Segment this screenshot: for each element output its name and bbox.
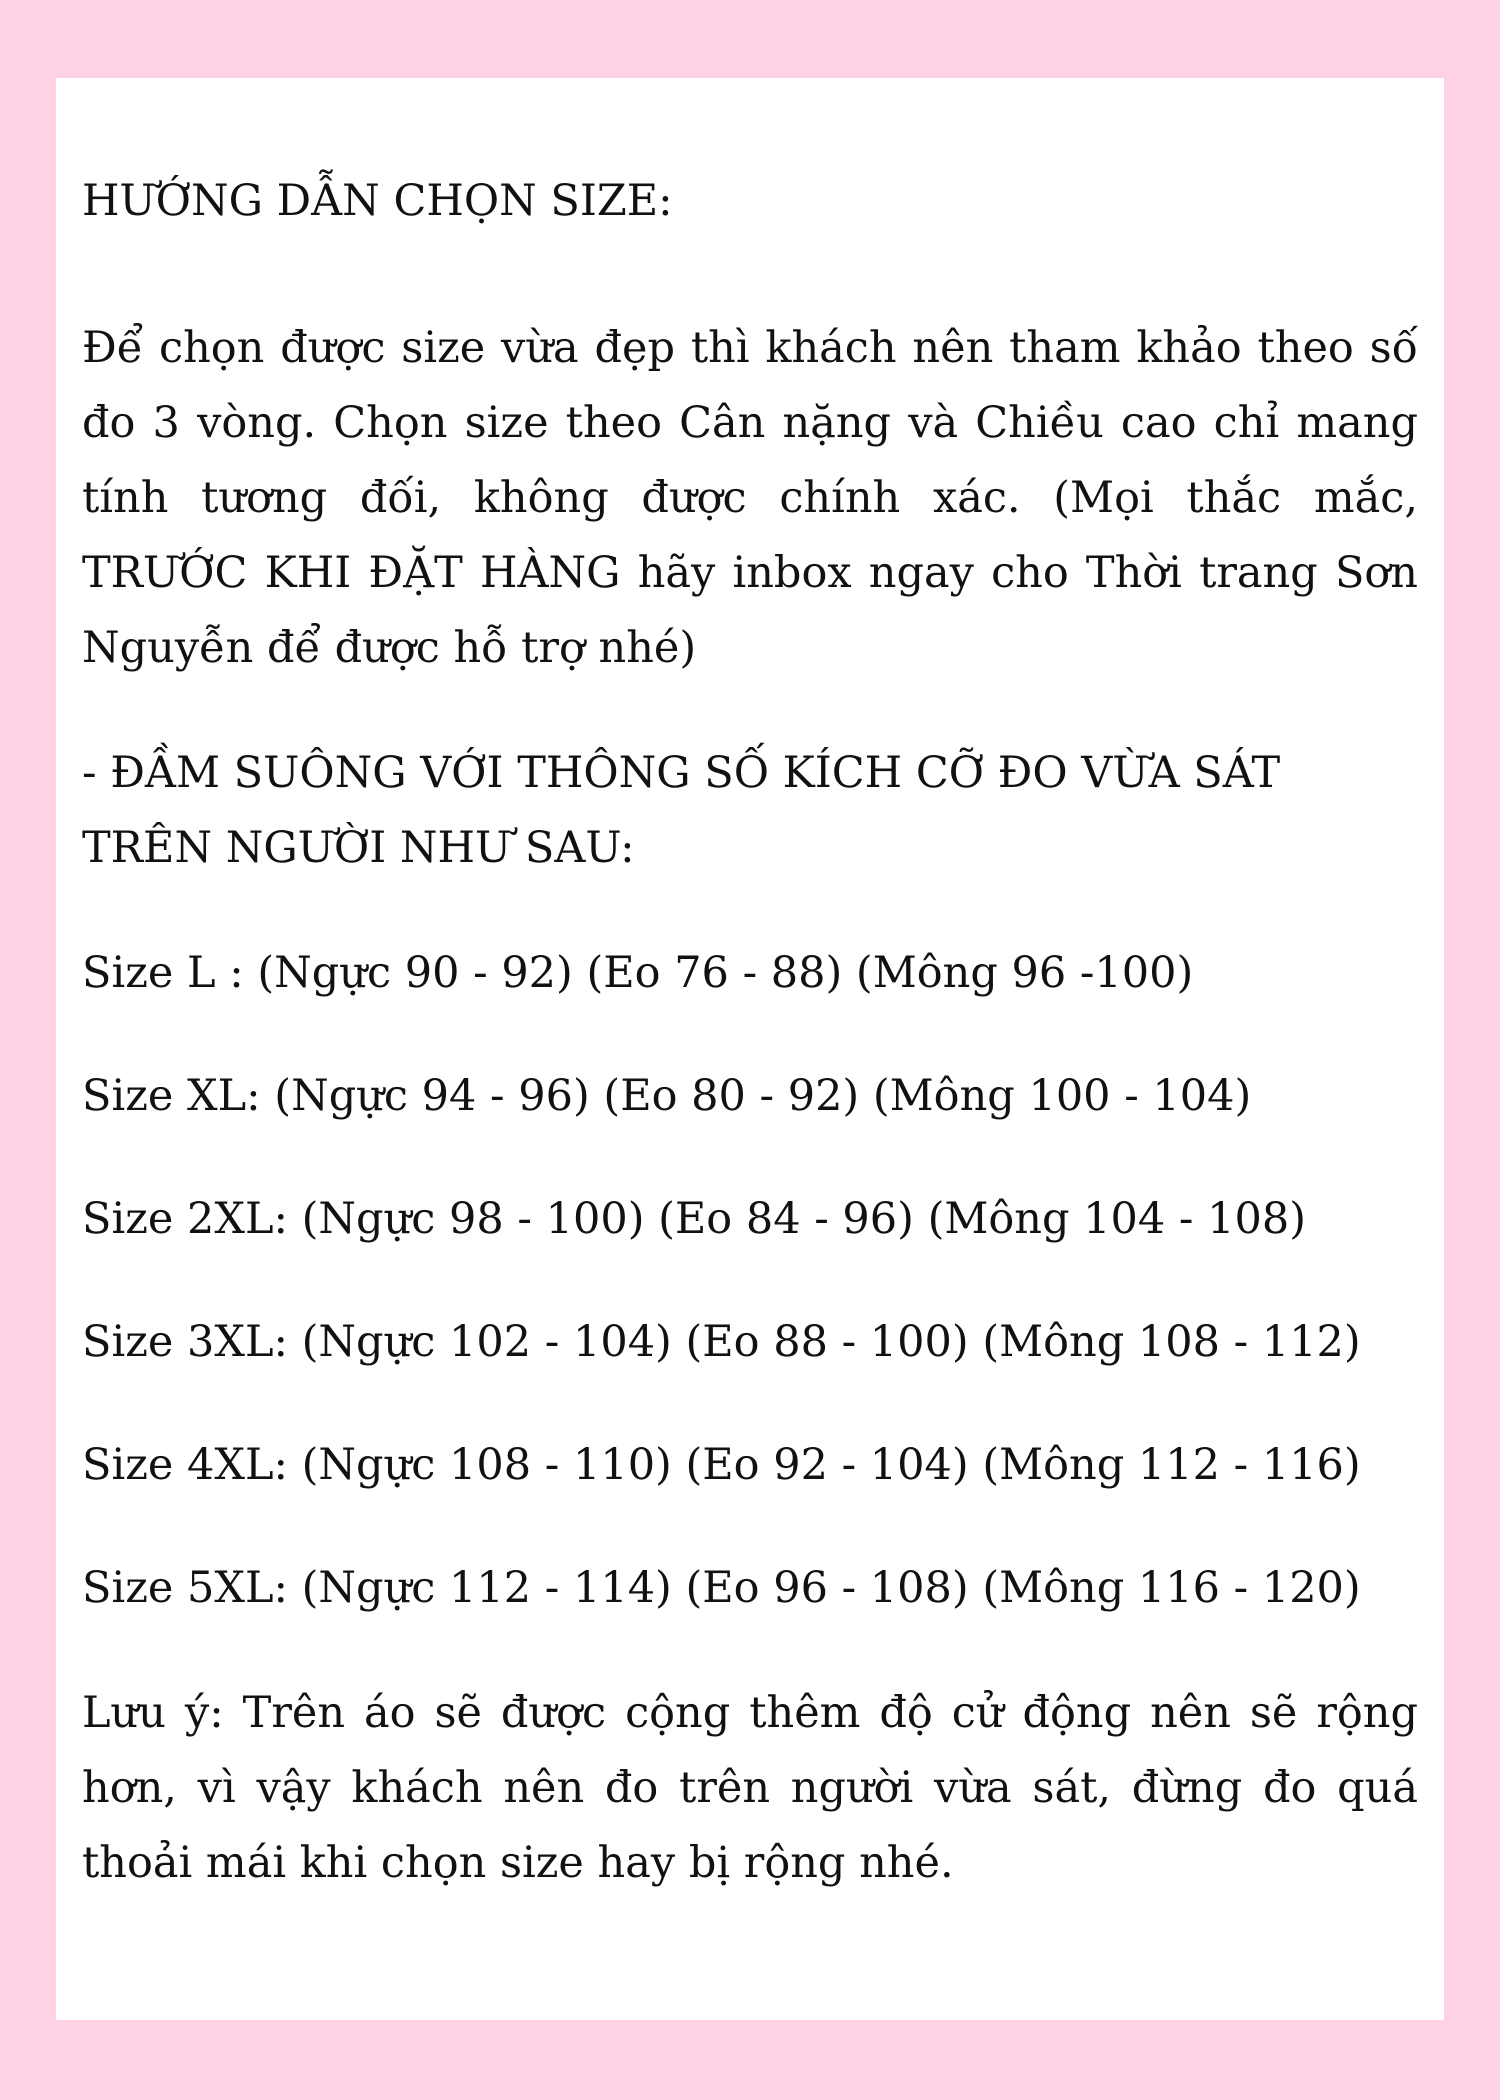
size-row-3xl: Size 3XL: (Ngực 102 - 104) (Eo 88 - 100) (Mông 108 - 112) [82,1317,1361,1367]
section-title: - ĐẦM SUÔNG VỚI THÔNG SỐ KÍCH CỠ ĐO VỪA SÁT TRÊN NGƯỜI NHƯ SAU: [82,748,1281,873]
size-guide-card [56,78,1444,2020]
note-paragraph: Lưu ý: Trên áo sẽ được cộng thêm độ cử động nên sẽ rộng hơn, vì vậy khách nên đo trên người vừa sát, đừng đo quá thoải mái khi chọn size hay bị rộng nhé. [82,1688,1418,1888]
size-list [82,936,1418,1626]
intro-paragraph: Để chọn được size vừa đẹp thì khách nên tham khảo theo số đo 3 vòng. Chọn size theo Cân nặng và Chiều cao chỉ mang tính tương đối, không được chính xác. (Mọi thắc mắc, TRƯỚC KHI ĐẶT HÀNG hãy inbox ngay cho Thời trang Sơn Nguyễn để được hỗ trợ nhé) [82,323,1418,673]
size-row-l: Size L : (Ngực 90 - 92) (Eo 76 - 88) (Mông 96 -100) [82,948,1194,998]
size-row-xl: Size XL: (Ngực 94 - 96) (Eo 80 - 92) (Mông 100 - 104) [82,1071,1252,1121]
page-title: HƯỚNG DẪN CHỌN SIZE: [82,176,673,226]
size-row-4xl: Size 4XL: (Ngực 108 - 110) (Eo 92 - 104) (Mông 112 - 116) [82,1440,1361,1490]
size-row-5xl: Size 5XL: (Ngực 112 - 114) (Eo 96 - 108) (Mông 116 - 120) [82,1563,1361,1613]
size-row-2xl: Size 2XL: (Ngực 98 - 100) (Eo 84 - 96) (Mông 104 - 108) [82,1194,1306,1244]
